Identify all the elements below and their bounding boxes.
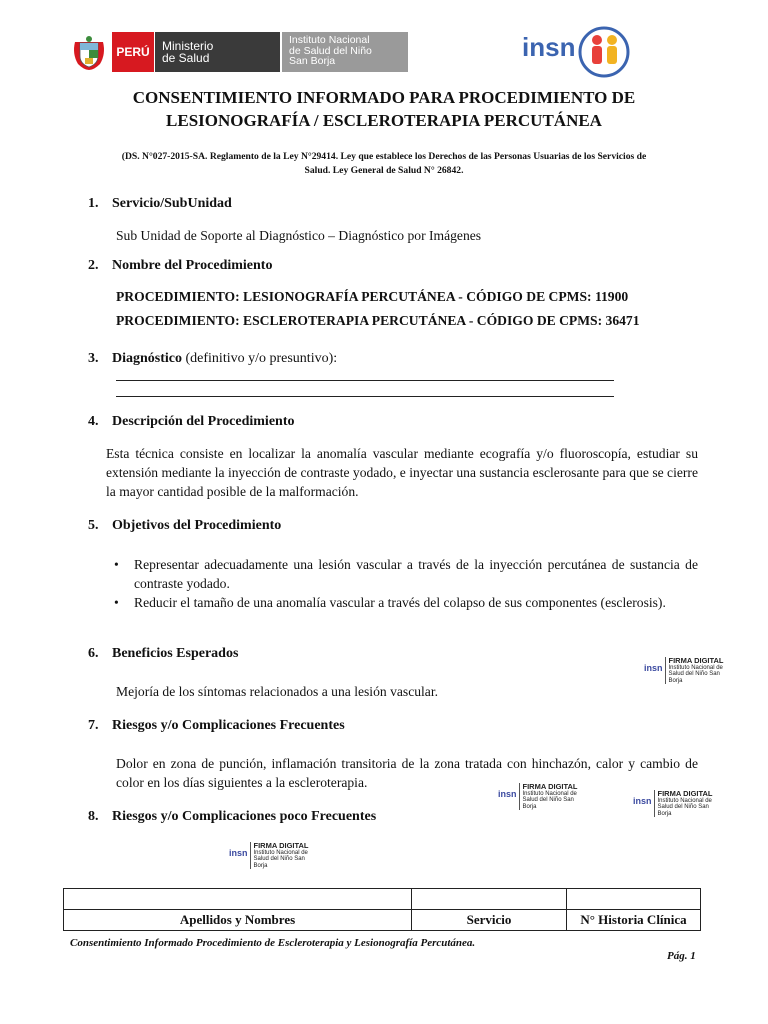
section-4-text: Esta técnica consiste en localizar la anomalía vascular mediante ecografía y/o fluoroscopía, estudiar su extensión mediante la inyección de contraste yodado, e inyectar una sustancia esclerosante para que se cierre la mayor cantidad posible de la malformación. [106,446,698,499]
list-item: • Representar adecuadamente una lesión vascular a través de la inyección percutánea de sustancia de contraste yodado. [106,555,698,593]
section-1-heading: 1. Servicio/SubUnidad [88,196,232,211]
name-field[interactable] [64,889,412,910]
peru-brand: PERÚ [112,32,154,72]
digital-signature-stamp: insn FIRMA DIGITAL Instituto Nacional de Salud del Niño San Borja [633,789,713,817]
section-6-text: Mejoría de los síntomas relacionados a una lesión vascular. [116,684,439,699]
section-8-heading: 8. Riesgos y/o Complicaciones poco Frecuentes [88,809,377,824]
insn-mark-icon: insn [229,848,248,858]
section-3-heading: 3. Diagnóstico (definitivo y/o presuntivo): [88,351,338,366]
insn-mark-icon: insn [633,796,652,806]
peru-coat-of-arms-icon [70,34,108,72]
diagnosis-blank-line-2 [116,396,614,397]
procedure-line-1: PROCEDIMIENTO: LESIONOGRAFÍA PERCUTÁNEA - CÓDIGO DE CPMS: 11900 [116,289,629,304]
service-field[interactable] [412,889,567,910]
section-5-heading: 5. Objetivos del Procedimiento [88,518,282,533]
insn-mark-icon: insn [498,789,517,799]
procedure-line-2: PROCEDIMIENTO: ESCLEROTERAPIA PERCUTÁNEA - CÓDIGO DE CPMS: 36471 [116,313,640,328]
section-1-text: Sub Unidad de Soporte al Diagnóstico – Diagnóstico por Imágenes [116,228,482,243]
table-header-name: Apellidos y Nombres [64,910,412,931]
patient-info-table [63,888,701,931]
institute-brand: Instituto Nacional de Salud del Niño San Borja [282,32,408,72]
section-2-heading: 2. Nombre del Procedimiento [88,258,273,273]
table-header-service: Servicio [412,910,567,931]
digital-signature-stamp: insn FIRMA DIGITAL Instituto Nacional de Salud del Niño San Borja [498,782,578,810]
diagnosis-blank-line-1 [116,380,614,381]
ministry-brand: Ministerio de Salud [155,32,280,72]
digital-signature-stamp: insn FIRMA DIGITAL Instituto Nacional de Salud del Niño San Borja [644,656,724,684]
list-item: • Reducir el tamaño de una anomalía vascular a través del colapso de sus componentes (esclerosis). [106,593,698,612]
digital-signature-stamp: insn FIRMA DIGITAL Instituto Nacional de Salud del Niño San Borja [229,841,309,869]
section-4-heading: 4. Descripción del Procedimiento [88,414,295,429]
section-7-heading: 7. Riesgos y/o Complicaciones Frecuentes [88,718,345,733]
table-header-history: N° Historia Clínica [567,910,701,931]
page-number: Pág. 1 [667,950,696,962]
section-7-text: Dolor en zona de punción, inflamación transitoria de la zona tratada con hinchazón, calor y cambio de color en los días siguientes a la escleroterapia. [116,756,698,790]
legal-reference: (DS. N°027-2015-SA. Reglamento de la Ley N°29414. Ley que establece los Derechos de las Personas Usuarias de los Servicios de Salud. Ley General de Salud N° 26842. [121,151,647,176]
insn-logo: insn [520,26,632,80]
insn-mark-icon: insn [644,663,663,673]
section-6-heading: 6. Beneficios Esperados [88,646,239,661]
document-footer: Consentimiento Informado Procedimiento de Escleroterapia y Lesionografía Percutánea. [70,937,476,949]
clinical-history-field[interactable] [567,889,701,910]
objectives-list [106,555,698,612]
document-title: CONSENTIMIENTO INFORMADO PARA PROCEDIMIENTO DE LESIONOGRAFÍA / ESCLEROTERAPIA PERCUTÁNEA [132,88,636,130]
